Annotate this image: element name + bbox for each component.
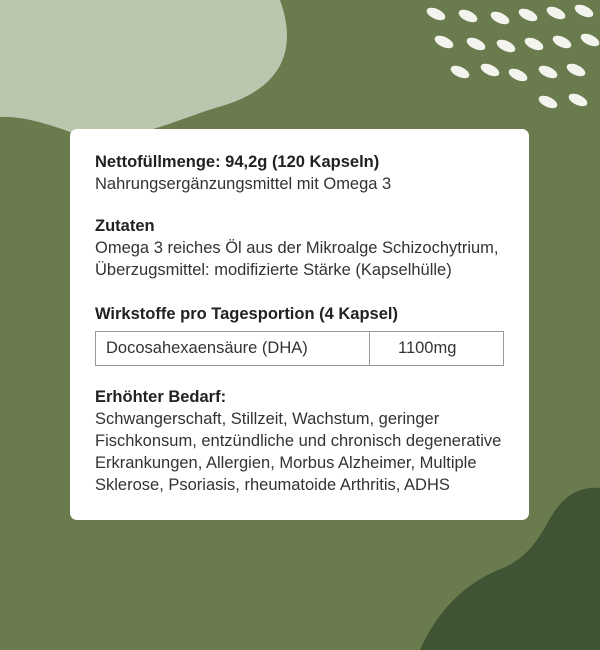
actives-title: Wirkstoffe pro Tagesportion (4 Kapsel): [95, 305, 398, 323]
demand-line: Fischkonsum, entzündliche und chronisch degenerative: [95, 432, 502, 450]
demand-line: Erkrankungen, Allergien, Morbus Alzheimer, Multiple: [95, 454, 477, 472]
ingredients-title: Zutaten: [95, 217, 155, 235]
dots-pattern: [425, 2, 600, 111]
product-description: Nahrungsergänzungsmittel mit Omega 3: [95, 175, 392, 193]
net-content-section: [95, 151, 505, 195]
actives-table: [95, 331, 504, 366]
ingredients-section: [95, 215, 505, 281]
ingredients-line: Überzugsmittel: modifizierte Stärke (Kapselhülle): [95, 261, 452, 279]
info-card: [70, 129, 529, 520]
ingredients-line: Omega 3 reiches Öl aus der Mikroalge Schizochytrium,: [95, 239, 499, 257]
light-green-blob: [0, 0, 287, 138]
active-name-cell: Docosahexaensäure (DHA): [96, 332, 370, 366]
table-row: [96, 332, 504, 366]
active-value-cell: 1100mg: [370, 332, 504, 366]
demand-line: Sklerose, Psoriasis, rheumatoide Arthritis, ADHS: [95, 476, 450, 494]
demand-section: [95, 386, 505, 496]
demand-title: Erhöhter Bedarf:: [95, 388, 227, 406]
demand-line: Schwangerschaft, Stillzeit, Wachstum, geringer: [95, 410, 440, 428]
actives-section: [95, 303, 505, 366]
net-content-title: Nettofüllmenge: 94,2g (120 Kapseln): [95, 153, 380, 171]
